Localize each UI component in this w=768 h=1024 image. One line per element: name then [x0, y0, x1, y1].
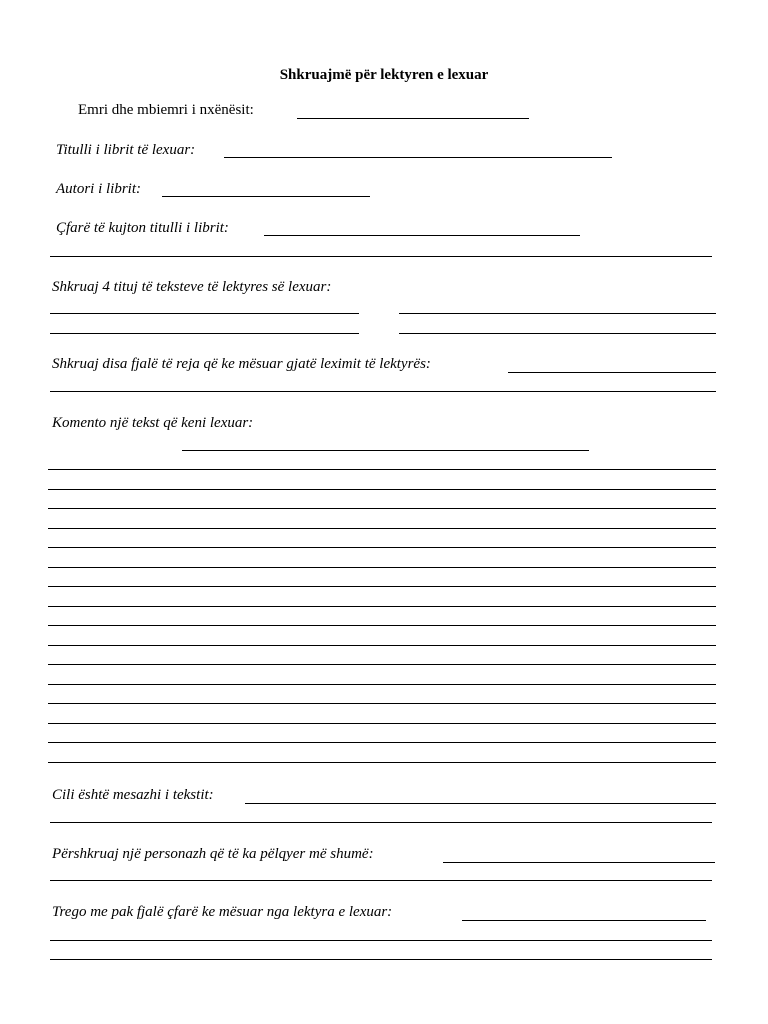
- message-label: Cili është mesazhi i tekstit:: [52, 787, 214, 803]
- comment-line[interactable]: [48, 723, 716, 724]
- learned-label: Trego me pak fjalë çfarë ke mësuar nga lektyra e lexuar:: [52, 904, 393, 920]
- title-line-4[interactable]: [399, 333, 716, 334]
- comment-line[interactable]: [48, 606, 716, 607]
- worksheet-title: Shkruajmë për lektyren e lexuar: [279, 67, 489, 83]
- title-line-1[interactable]: [50, 313, 359, 314]
- comment-line[interactable]: [48, 625, 716, 626]
- character-line[interactable]: [443, 862, 715, 863]
- learned-extra-line[interactable]: [50, 940, 712, 941]
- comment-line[interactable]: [48, 684, 716, 685]
- comment-line[interactable]: [48, 703, 716, 704]
- message-extra-line[interactable]: [50, 822, 712, 823]
- comment-line[interactable]: [48, 528, 716, 529]
- character-extra-line[interactable]: [50, 880, 712, 881]
- comment-line[interactable]: [48, 567, 716, 568]
- new-words-line[interactable]: [508, 372, 716, 373]
- new-words-extra-line[interactable]: [50, 391, 716, 392]
- comment-line[interactable]: [48, 547, 716, 548]
- comment-line[interactable]: [48, 586, 716, 587]
- author-line[interactable]: [162, 196, 370, 197]
- title-line-2[interactable]: [399, 313, 716, 314]
- comment-line[interactable]: [48, 762, 716, 763]
- title-reminds-extra-line[interactable]: [50, 256, 712, 257]
- comment-line[interactable]: [48, 508, 716, 509]
- comment-line[interactable]: [48, 489, 716, 490]
- comment-line[interactable]: [48, 664, 716, 665]
- comment-line[interactable]: [48, 645, 716, 646]
- comment-line[interactable]: [48, 469, 716, 470]
- comment-title-line[interactable]: [182, 450, 589, 451]
- title-reminds-label: Çfarë të kujton titulli i librit:: [56, 220, 229, 236]
- book-title-label: Titulli i librit të lexuar:: [56, 142, 196, 158]
- student-name-label: Emri dhe mbiemri i nxënësit:: [78, 102, 254, 118]
- comment-label: Komento një tekst që keni lexuar:: [52, 415, 254, 431]
- learned-extra-line[interactable]: [50, 959, 712, 960]
- character-label: Përshkruaj një personazh që të ka pëlqyer më shumë:: [52, 846, 374, 862]
- title-reminds-line[interactable]: [264, 235, 580, 236]
- book-title-line[interactable]: [224, 157, 612, 158]
- learned-line[interactable]: [462, 920, 706, 921]
- author-label: Autori i librit:: [56, 181, 142, 197]
- message-line[interactable]: [245, 803, 716, 804]
- comment-line[interactable]: [48, 742, 716, 743]
- new-words-label: Shkruaj disa fjalë të reja që ke mësuar gjatë leximit të lektyrës:: [52, 356, 431, 372]
- four-titles-label: Shkruaj 4 tituj të teksteve të lektyres së lexuar:: [52, 279, 332, 295]
- title-line-3[interactable]: [50, 333, 359, 334]
- student-name-line[interactable]: [297, 118, 529, 119]
